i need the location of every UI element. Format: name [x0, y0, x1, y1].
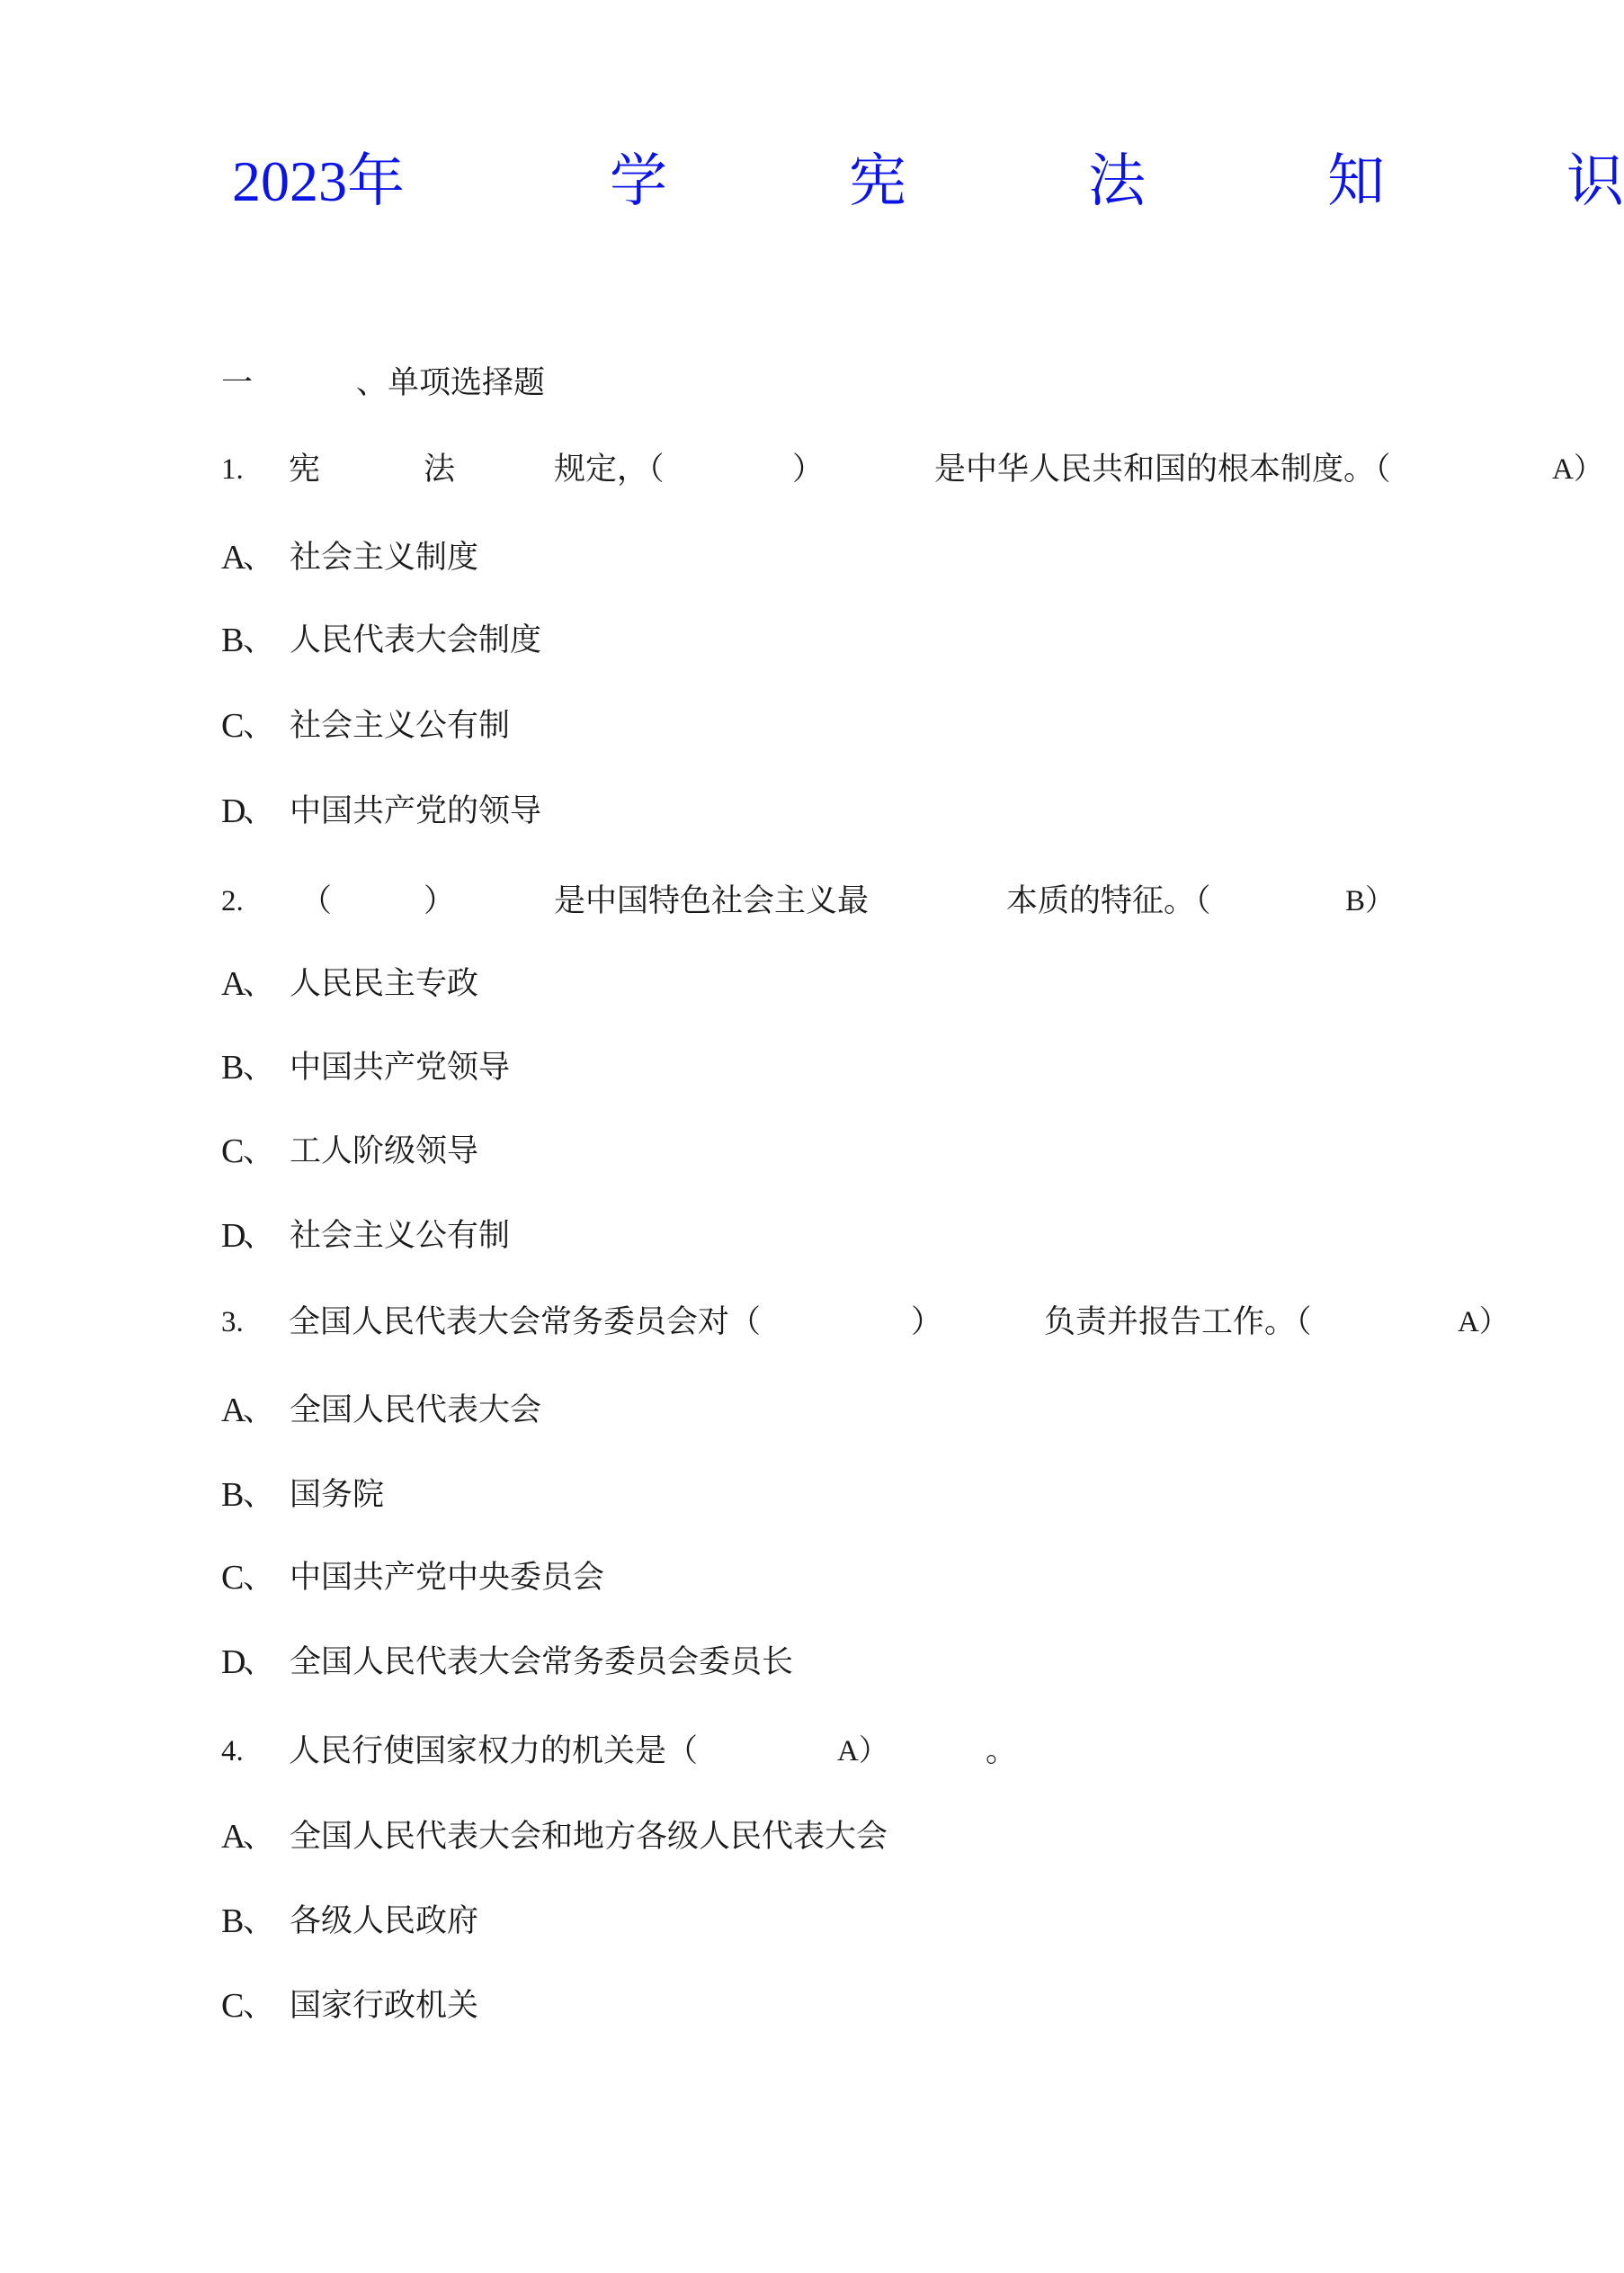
option-text: 全国人民代表大会 [290, 1392, 542, 1428]
document-title [232, 135, 1624, 216]
title-part: 2023年 [232, 149, 405, 213]
option-text: 中国共产党的领导 [290, 793, 542, 829]
section-number: 一 [221, 365, 254, 401]
option-text: 中国共产党中央委员会 [290, 1560, 605, 1596]
option-separator: 、 [243, 622, 275, 658]
option-separator: 、 [243, 540, 275, 576]
question-text-part: 全国人民代表大会常务委员会对（ [289, 1304, 762, 1340]
option-letter: B [221, 622, 245, 659]
option-separator: 、 [243, 1477, 275, 1513]
question-text-part: 本质的特征。（ [1006, 883, 1211, 919]
answer-key: A） [1552, 453, 1603, 486]
option-letter: C [221, 1132, 245, 1170]
question-text-part: 宪 [289, 452, 321, 488]
option-separator: 、 [243, 966, 275, 1002]
option-letter: B [221, 1476, 245, 1514]
question-number: 1. [221, 453, 244, 486]
option-letter: C [221, 1559, 245, 1597]
option-letter: D [221, 1217, 246, 1255]
option-separator: 、 [243, 1218, 275, 1254]
question-text-part: ） [424, 883, 456, 919]
question-text-part: 法 [424, 452, 456, 488]
question-text-part: 是中国特色社会主义最 [554, 883, 870, 919]
option-text: 国家行政机关 [290, 1988, 479, 2024]
option-letter: D [221, 792, 246, 830]
option-text: 各级人民政府 [290, 1903, 479, 1939]
question-text-part: 是中华人民共和国的根本制度。（ [934, 452, 1391, 488]
option-letter: B [221, 1049, 245, 1087]
option-text: 全国人民代表大会和地方各级人民代表大会 [290, 1819, 888, 1855]
option-text: 中国共产党领导 [290, 1050, 511, 1086]
title-part: 知 [1327, 149, 1385, 213]
question-number: 3. [221, 1306, 244, 1338]
answer-key: A） [837, 1735, 888, 1767]
option-text: 工人阶级领导 [290, 1133, 479, 1169]
option-letter: A [221, 1392, 246, 1429]
option-separator: 、 [243, 1050, 275, 1086]
question-text-part: 人民行使国家权力的机关是（ [289, 1733, 699, 1769]
question-text-part: 规定，（ [554, 452, 665, 488]
question-number: 2. [221, 885, 244, 917]
title-part: 学 [610, 149, 667, 213]
option-separator: 、 [243, 1819, 275, 1855]
option-separator: 、 [243, 708, 275, 744]
question-text-part: （ [300, 883, 333, 919]
option-letter: D [221, 1643, 246, 1681]
option-text: 全国人民代表大会常务委员会委员长 [290, 1644, 794, 1680]
option-letter: C [221, 1987, 245, 2025]
option-separator: 、 [243, 1560, 275, 1596]
question-number: 4. [221, 1735, 244, 1767]
title-part: 法 [1088, 149, 1146, 213]
option-text: 人民代表大会制度 [290, 622, 542, 658]
question-text-part: 。 [986, 1733, 1018, 1769]
answer-key: B） [1345, 885, 1396, 917]
option-separator: 、 [243, 1988, 275, 2024]
question-text-part: ） [792, 452, 825, 488]
option-letter: B [221, 1902, 245, 1940]
option-text: 社会主义公有制 [290, 1218, 511, 1254]
option-text: 人民民主专政 [290, 966, 479, 1002]
option-separator: 、 [243, 1392, 275, 1428]
option-separator: 、 [243, 793, 275, 829]
section-label: 、单项选择题 [356, 365, 546, 401]
option-letter: A [221, 1818, 246, 1856]
title-part: 宪 [849, 149, 906, 213]
option-separator: 、 [243, 1133, 275, 1169]
option-letter: C [221, 707, 245, 745]
option-text: 国务院 [290, 1477, 385, 1513]
option-separator: 、 [243, 1644, 275, 1680]
option-text: 社会主义制度 [290, 540, 479, 576]
question-text-part: 负责并报告工作。（ [1044, 1304, 1312, 1340]
option-letter: A [221, 965, 246, 1003]
option-separator: 、 [243, 1903, 275, 1939]
question-text-part: ） [911, 1304, 943, 1340]
title-part: 识 [1566, 149, 1624, 213]
answer-key: A） [1458, 1306, 1509, 1338]
option-text: 社会主义公有制 [290, 708, 511, 744]
option-letter: A [221, 539, 246, 577]
